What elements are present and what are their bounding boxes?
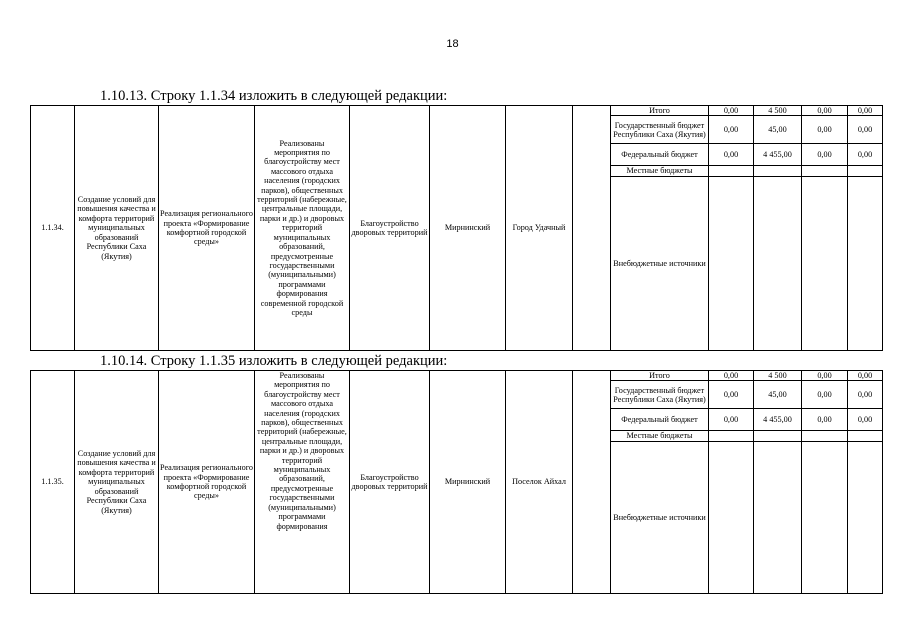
funding-value bbox=[754, 176, 802, 350]
object-cell: Благоустройство дворовых территорий bbox=[350, 371, 430, 594]
funding-value bbox=[848, 176, 883, 350]
funding-source: Местные бюджеты bbox=[611, 431, 709, 441]
funding-value: 0,00 bbox=[802, 371, 848, 381]
funding-value bbox=[802, 176, 848, 350]
funding-value: 0,00 bbox=[802, 409, 848, 431]
funding-source: Федеральный бюджет bbox=[611, 409, 709, 431]
funding-value: 0,00 bbox=[709, 144, 754, 166]
funding-source: Внебюджетные источники bbox=[611, 176, 709, 350]
project-cell: Реализация регионального проекта «Формирование комфортной городской среды» bbox=[159, 106, 255, 351]
funding-value: 0,00 bbox=[848, 381, 883, 409]
section-heading: 1.10.13. Строку 1.1.34 изложить в следующей редакции: bbox=[100, 88, 448, 104]
funding-source: Государственный бюджет Республики Саха (Якутия) bbox=[611, 116, 709, 144]
funding-value bbox=[754, 441, 802, 593]
empty-cell bbox=[573, 371, 611, 594]
funding-value bbox=[848, 441, 883, 593]
empty-cell bbox=[573, 106, 611, 351]
funding-value: 4 455,00 bbox=[754, 144, 802, 166]
funding-value: 0,00 bbox=[709, 409, 754, 431]
funding-value bbox=[754, 431, 802, 441]
funding-value: 45,00 bbox=[754, 381, 802, 409]
funding-value bbox=[802, 166, 848, 176]
funding-value bbox=[802, 441, 848, 593]
funding-value: 4 455,00 bbox=[754, 409, 802, 431]
funding-value: 0,00 bbox=[848, 409, 883, 431]
funding-source: Федеральный бюджет bbox=[611, 144, 709, 166]
funding-value bbox=[848, 431, 883, 441]
project-cell: Реализация регионального проекта «Формирование комфортной городской среды» bbox=[159, 371, 255, 594]
funding-value: 0,00 bbox=[802, 381, 848, 409]
row-code: 1.1.35. bbox=[31, 371, 75, 594]
funding-value: 0,00 bbox=[848, 116, 883, 144]
funding-value bbox=[754, 166, 802, 176]
funding-source: Государственный бюджет Республики Саха (Якутия) bbox=[611, 381, 709, 409]
funding-value: 0,00 bbox=[848, 371, 883, 381]
goal-cell: Создание условий для повышения качества и комфорта территорий муниципальных образований Республики Саха (Якутия) bbox=[75, 106, 159, 351]
program-row-table bbox=[30, 105, 883, 351]
funding-source: Итого bbox=[611, 106, 709, 116]
funding-value bbox=[709, 441, 754, 593]
funding-value: 0,00 bbox=[802, 106, 848, 116]
funding-value: 0,00 bbox=[802, 144, 848, 166]
goal-cell: Создание условий для повышения качества и комфорта территорий муниципальных образований Республики Саха (Якутия) bbox=[75, 371, 159, 594]
program-row-table bbox=[30, 370, 883, 594]
funding-value bbox=[709, 166, 754, 176]
funding-source: Итого bbox=[611, 371, 709, 381]
funding-value: 0,00 bbox=[709, 106, 754, 116]
funding-value: 0,00 bbox=[802, 116, 848, 144]
funding-value: 4 500 bbox=[754, 106, 802, 116]
section-heading: 1.10.14. Строку 1.1.35 изложить в следующей редакции: bbox=[100, 353, 448, 369]
funding-value: 0,00 bbox=[709, 381, 754, 409]
funding-value: 0,00 bbox=[709, 371, 754, 381]
funding-source: Внебюджетные источники bbox=[611, 441, 709, 593]
event-cell: Реализованы мероприятия по благоустройству мест массового отдыха населения (городских парков), общественных территорий (набережные, центральные площади, парки и др.) и дворовых территорий муниципальных образований, предусмотренные государственными (муниципальными) программами формирования современной городской среды bbox=[255, 106, 350, 351]
funding-value: 45,00 bbox=[754, 116, 802, 144]
row-code: 1.1.34. bbox=[31, 106, 75, 351]
district-cell: Мирнинский bbox=[430, 371, 506, 594]
settlement-cell: Поселок Айхал bbox=[506, 371, 573, 594]
funding-value: 0,00 bbox=[848, 106, 883, 116]
funding-value bbox=[848, 166, 883, 176]
funding-value bbox=[709, 176, 754, 350]
funding-value: 0,00 bbox=[848, 144, 883, 166]
settlement-cell: Город Удачный bbox=[506, 106, 573, 351]
funding-value bbox=[802, 431, 848, 441]
page-number: 18 bbox=[446, 38, 459, 50]
district-cell: Мирнинский bbox=[430, 106, 506, 351]
funding-value: 4 500 bbox=[754, 371, 802, 381]
object-cell: Благоустройство дворовых территорий bbox=[350, 106, 430, 351]
funding-source: Местные бюджеты bbox=[611, 166, 709, 176]
funding-value: 0,00 bbox=[709, 116, 754, 144]
funding-value bbox=[709, 431, 754, 441]
event-cell: Реализованы мероприятия по благоустройству мест массового отдыха населения (городских парков), общественных территорий (набережные, центральные площади, парки и др.) и дворовых территорий муниципальных образований, предусмотренные государственными (муниципальными) программами формирования bbox=[255, 371, 350, 594]
